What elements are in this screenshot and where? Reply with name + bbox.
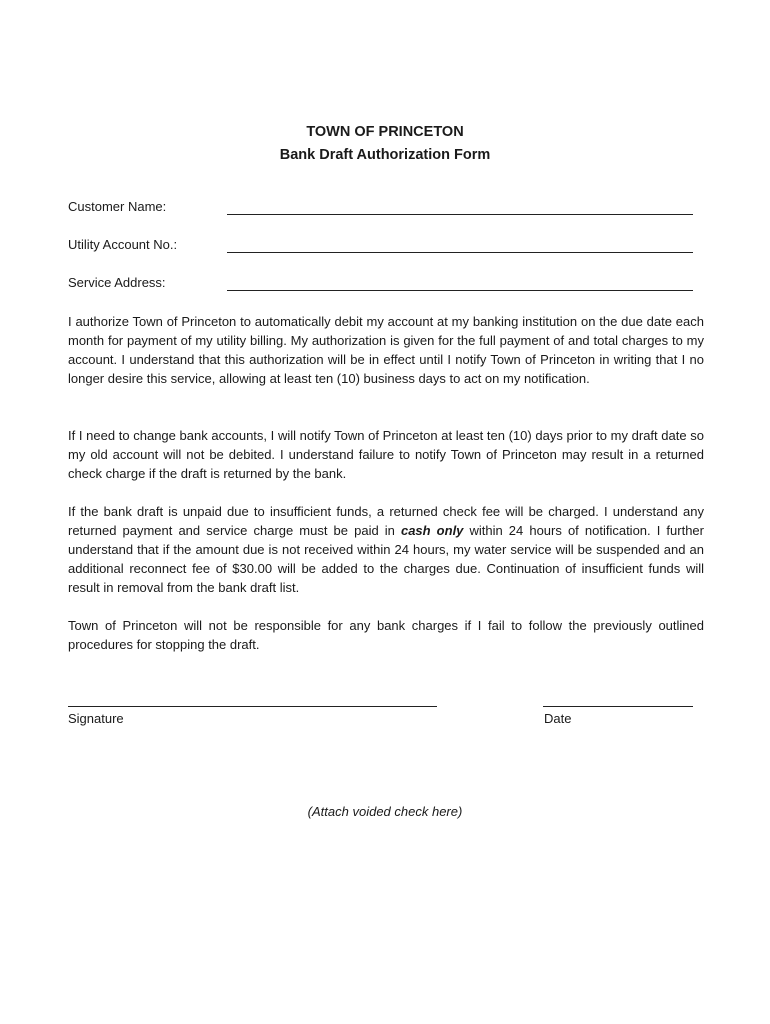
cash-only-emphasis: cash only bbox=[400, 523, 464, 538]
authorization-paragraph: I authorize Town of Princeton to automatically debit my account at my banking institution on the due date each month for payment of my utility billing. My authorization is given for the full payment of and total charges to my account. I understand that this authorization will be in effect until I notify Town of Princeton in writing that I no longer desire this service, allowing at least ten (10) business days to act on my notification. bbox=[68, 314, 704, 386]
change-accounts-paragraph: If I need to change bank accounts, I will notify Town of Princeton at least ten (10) days prior to my draft date so my old account will not be debited. I understand failure to notify Town of Princeton may result in a returned check charge if the draft is returned by the bank. bbox=[68, 428, 704, 481]
document-subtitle: Bank Draft Authorization Form bbox=[279, 147, 491, 163]
insufficient-funds-paragraph bbox=[68, 502, 704, 597]
utility-account-field[interactable] bbox=[227, 252, 693, 253]
signature-line[interactable] bbox=[68, 706, 437, 707]
date-label: Date bbox=[544, 711, 572, 726]
document-title: TOWN OF PRINCETON bbox=[306, 124, 464, 140]
signature-label: Signature bbox=[68, 711, 124, 726]
responsibility-paragraph: Town of Princeton will not be responsible for any bank charges if I fail to follow the previously outlined procedures for stopping the draft. bbox=[68, 618, 704, 652]
date-line[interactable] bbox=[543, 706, 693, 707]
service-address-field[interactable] bbox=[227, 290, 693, 291]
customer-name-label: Customer Name: bbox=[68, 199, 167, 214]
service-address-label: Service Address: bbox=[68, 275, 166, 290]
attach-voided-check-note: (Attach voided check here) bbox=[307, 804, 463, 819]
insufficient-funds-text-before: If the bank draft is unpaid due to insufficient funds, a returned check fee will be charged. I understand any returned payment and service charge must be paid in bbox=[68, 504, 704, 538]
utility-account-label: Utility Account No.: bbox=[68, 237, 178, 252]
insufficient-funds-text-after: within 24 hours of notification. I further understand that if the amount due is not received within 24 hours, my water service will be suspended and an additional reconnect fee of $30.00 will be added to the charges due. Continuation of insufficient funds will result in removal from the bank draft list. bbox=[68, 523, 704, 595]
customer-name-field[interactable] bbox=[227, 214, 693, 215]
